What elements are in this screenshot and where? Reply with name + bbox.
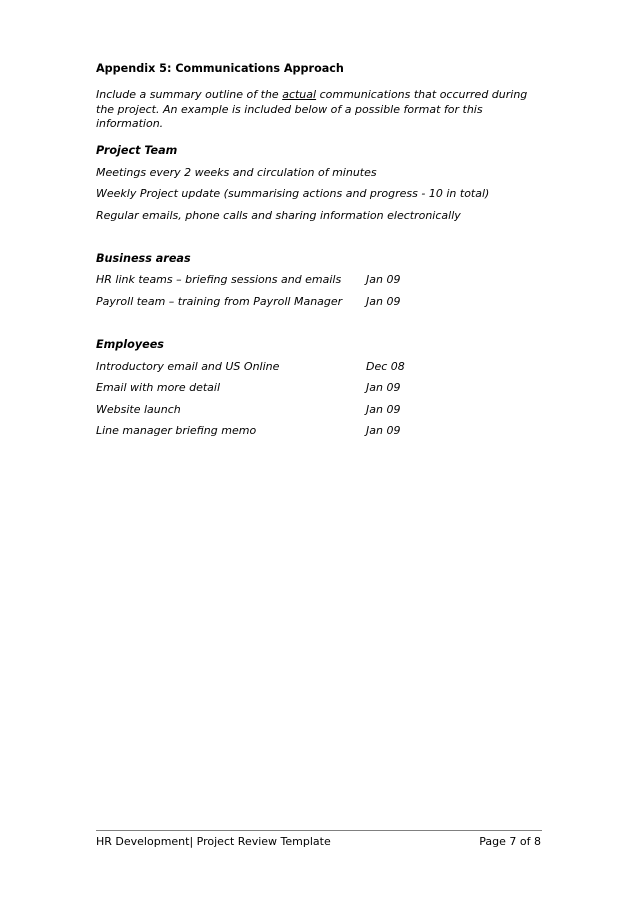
row-description: Website launch [96, 403, 181, 416]
intro-text-before: Include a summary outline of the [96, 88, 283, 101]
intro-text-after: communications that occurred during the project. An example is included below of a possible format for this information. [96, 88, 528, 130]
section-heading-business-areas: Business areas [96, 252, 191, 265]
footer-divider [96, 830, 542, 831]
section-heading-project-team: Project Team [96, 144, 178, 157]
footer-document-name: HR Development| Project Review Template [96, 835, 331, 848]
project-team-line: Meetings every 2 weeks and circulation of minutes [96, 166, 377, 179]
intro-underlined-word: actual [282, 88, 317, 101]
row-date: Jan 09 [366, 273, 401, 286]
section-heading-employees: Employees [96, 338, 164, 351]
row-description: Line manager briefing memo [96, 424, 257, 437]
row-description: Introductory email and US Online [96, 360, 280, 373]
row-date: Jan 09 [366, 295, 401, 308]
row-date: Jan 09 [366, 403, 401, 416]
intro-paragraph [96, 88, 546, 132]
row-date: Dec 08 [366, 360, 405, 373]
row-date: Jan 09 [366, 381, 401, 394]
row-description: Payroll team – training from Payroll Manager [96, 295, 343, 308]
row-date: Jan 09 [366, 424, 401, 437]
row-description: Email with more detail [96, 381, 220, 394]
row-description: HR link teams – briefing sessions and emails [96, 273, 342, 286]
appendix-title: Appendix 5: Communications Approach [96, 62, 344, 75]
footer-page-number: Page 7 of 8 [479, 835, 541, 848]
project-team-line: Weekly Project update (summarising actions and progress - 10 in total) [96, 187, 490, 200]
project-team-line: Regular emails, phone calls and sharing information electronically [96, 209, 461, 222]
